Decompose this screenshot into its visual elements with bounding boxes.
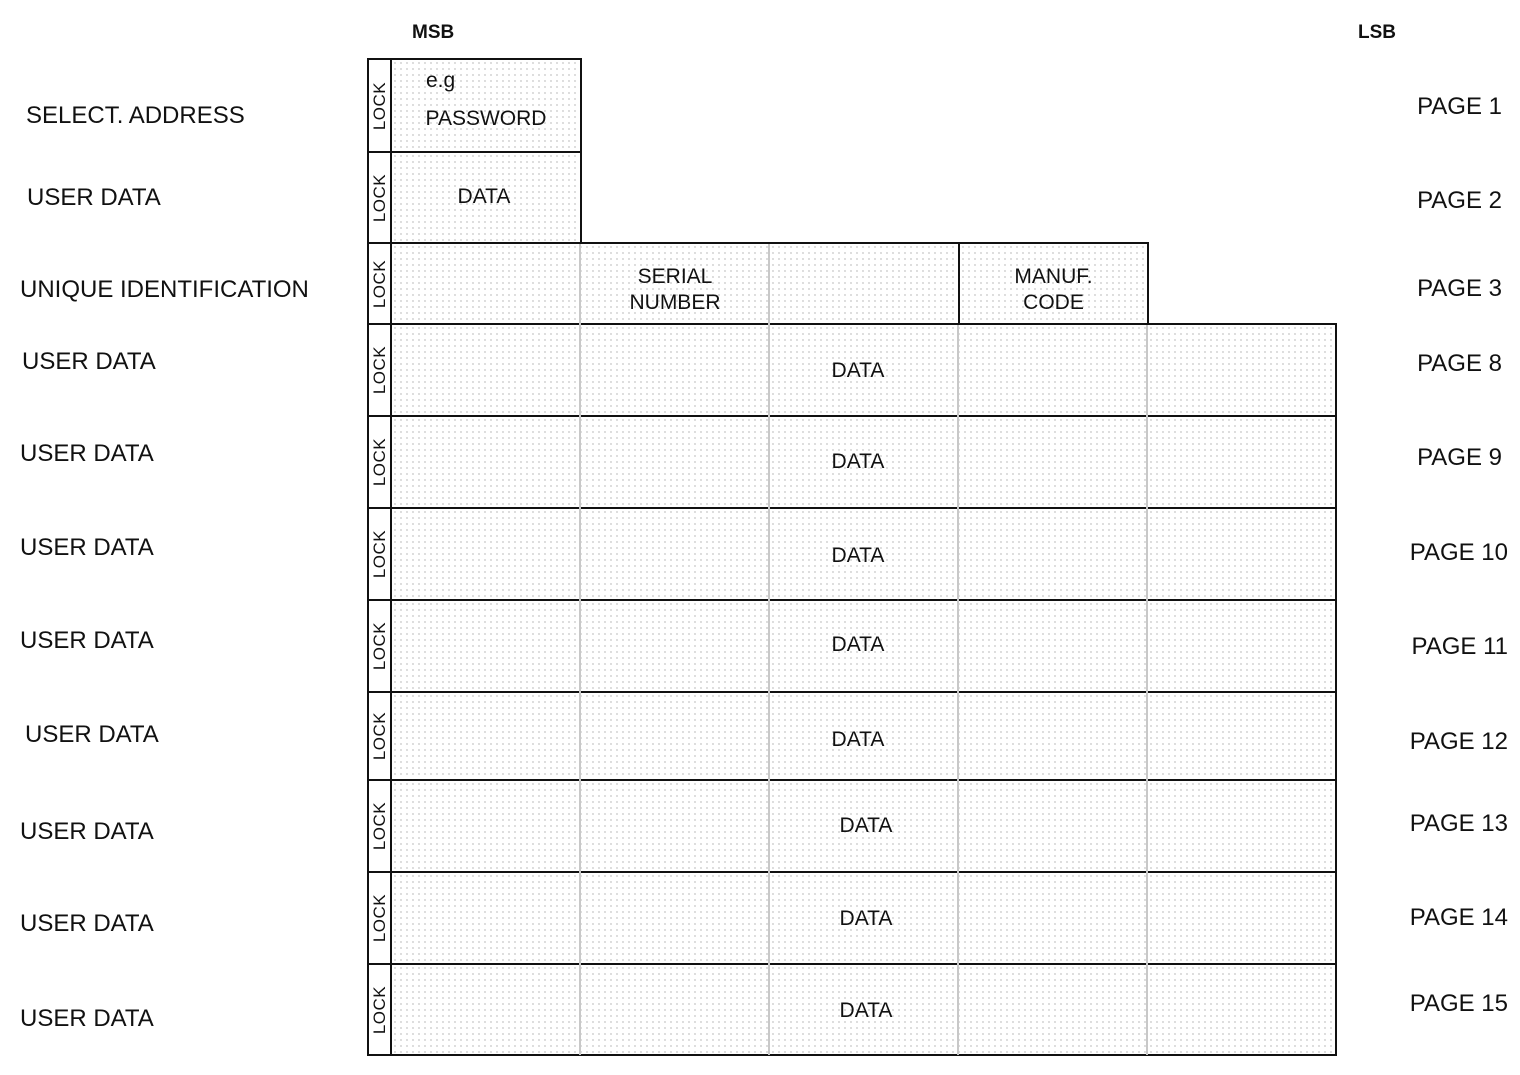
data-label: DATA [831, 633, 885, 656]
serial-number-label [580, 264, 770, 316]
password-hint: e.g [426, 69, 456, 92]
lock-label: LOCK [369, 259, 389, 308]
lock-label: LOCK [369, 345, 389, 395]
page-label-9: PAGE 9 [1417, 444, 1502, 471]
manuf-line-2: CODE [1023, 291, 1084, 314]
data-label: DATA [839, 814, 893, 837]
lock-label: LOCK [369, 801, 389, 851]
byte-separator [957, 325, 959, 1055]
lock-bit-page-12 [367, 691, 392, 781]
lock-label: LOCK [369, 437, 389, 487]
page-label-13: PAGE 13 [1409, 810, 1508, 837]
data-block-page-2 [390, 151, 582, 244]
password-block [390, 58, 582, 153]
page-label-3: PAGE 3 [1417, 275, 1502, 302]
serial-line-2: NUMBER [629, 291, 721, 314]
page-label-2: PAGE 2 [1417, 187, 1502, 214]
manuf-code-block [958, 242, 1149, 325]
manuf-code-label [960, 264, 1147, 316]
data-block-page-8 [390, 323, 1337, 417]
lock-label: LOCK [369, 173, 389, 222]
serial-number-block [390, 242, 960, 325]
lock-label: LOCK [369, 621, 389, 671]
manuf-line-1: MANUF. [1014, 265, 1093, 288]
row-label-page-14: USER DATA [20, 910, 154, 937]
byte-separator [579, 244, 581, 1055]
data-block-page-12 [390, 691, 1337, 781]
lock-bit-page-3 [367, 242, 392, 325]
data-block-page-15 [390, 963, 1337, 1056]
lock-label: LOCK [369, 985, 389, 1034]
row-label-page-15: USER DATA [20, 1005, 154, 1032]
page-label-11: PAGE 11 [1411, 633, 1508, 660]
data-label: DATA [831, 450, 885, 473]
lock-label: LOCK [369, 893, 389, 943]
page-label-10: PAGE 10 [1409, 539, 1508, 566]
byte-separator [1146, 325, 1148, 1055]
data-block-page-10 [390, 507, 1337, 601]
row-label-page-11: USER DATA [20, 627, 154, 654]
data-block-page-9 [390, 415, 1337, 509]
page-label-1: PAGE 1 [1417, 93, 1502, 120]
password-label: PASSWORD [425, 107, 547, 130]
lock-label: LOCK [369, 711, 389, 761]
data-label: DATA [831, 728, 885, 751]
row-label-page-13: USER DATA [20, 818, 154, 845]
msb-header: MSB [412, 22, 455, 43]
lock-bit-page-14 [367, 871, 392, 965]
lock-bit-page-15 [367, 963, 392, 1056]
row-label-page-9: USER DATA [20, 440, 154, 467]
data-label: DATA [831, 544, 885, 567]
row-label-page-3: UNIQUE IDENTIFICATION [20, 276, 309, 303]
page-label-14: PAGE 14 [1409, 904, 1508, 931]
row-label-page-10: USER DATA [20, 534, 154, 561]
lock-label: LOCK [369, 529, 389, 579]
lock-bit-page-9 [367, 415, 392, 509]
data-block-page-14 [390, 871, 1337, 965]
row-label-page-2: USER DATA [27, 184, 161, 211]
lock-bit-page-8 [367, 323, 392, 417]
lock-bit-page-1 [367, 58, 392, 153]
lock-label: LOCK [369, 81, 389, 130]
lock-bit-page-2 [367, 151, 392, 244]
row-label-page-12: USER DATA [25, 721, 159, 748]
row-label-page-8: USER DATA [22, 348, 156, 375]
page-label-8: PAGE 8 [1417, 350, 1502, 377]
page-label-12: PAGE 12 [1409, 728, 1508, 755]
page-label-15: PAGE 15 [1409, 990, 1508, 1017]
data-label: DATA [839, 907, 893, 930]
data-block-page-11 [390, 599, 1337, 693]
byte-separator [768, 244, 770, 1055]
serial-line-1: SERIAL [637, 265, 713, 288]
lock-bit-page-10 [367, 507, 392, 601]
row-label-page-1: SELECT. ADDRESS [26, 102, 245, 129]
data-label: DATA [457, 185, 511, 208]
lock-bit-page-11 [367, 599, 392, 693]
data-label: DATA [839, 999, 893, 1022]
data-block-page-13 [390, 779, 1337, 873]
lsb-header: LSB [1358, 22, 1396, 43]
data-label: DATA [831, 359, 885, 382]
lock-bit-page-13 [367, 779, 392, 873]
